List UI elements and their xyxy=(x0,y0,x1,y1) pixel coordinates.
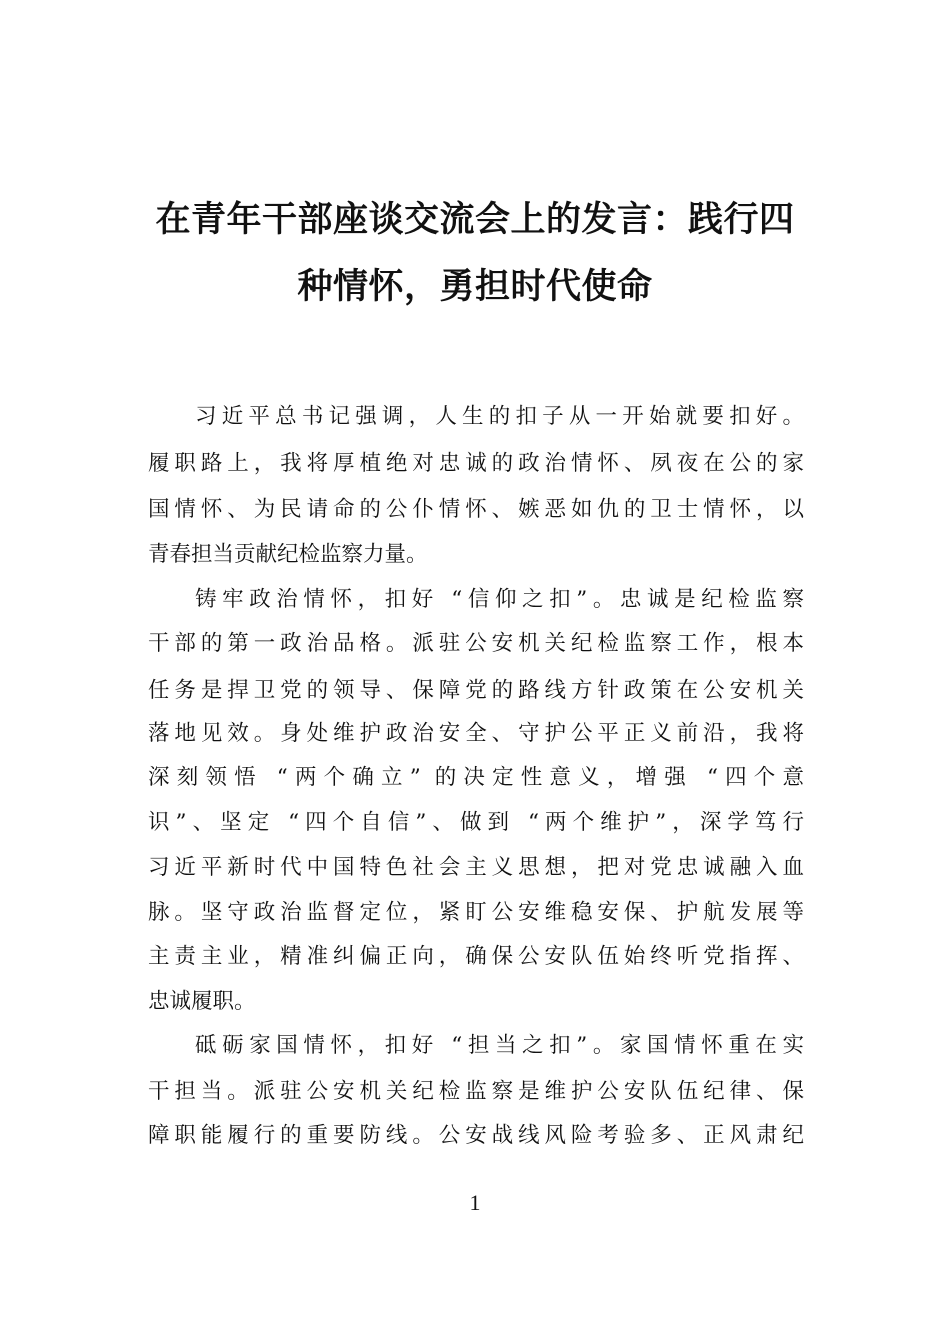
body-text-line: 习近平新时代中国特色社会主义思想，把对党忠诚融入血 xyxy=(148,855,804,880)
body-text-line: 障职能履行的重要防线。公安战线风险考验多、正风肃纪 xyxy=(148,1123,804,1148)
body-text-line: 深刻领悟 “两个确立” 的决定性意义，增强 “四个意 xyxy=(148,765,804,790)
body-text-line: 国情怀、为民请命的公仆情怀、嫉恶如仇的卫士情怀，以 xyxy=(148,497,804,522)
document-title-line-1: 在青年干部座谈交流会上的发言：践行四 xyxy=(155,200,795,240)
body-text-line: 任务是捍卫党的领导、保障党的路线方针政策在公安机关 xyxy=(148,678,804,703)
body-text-line: 履职路上，我将厚植绝对忠诚的政治情怀、夙夜在公的家 xyxy=(148,451,804,476)
body-text-line: 铸牢政治情怀，扣好 “信仰之扣”。忠诚是纪检监察 xyxy=(195,587,804,612)
body-text-line: 忠诚履职。 xyxy=(148,989,256,1014)
body-text-line: 习近平总书记强调，人生的扣子从一开始就要扣好。 xyxy=(195,404,804,429)
document-title-line-2: 种情怀，勇担时代使命 xyxy=(297,267,653,307)
body-text-line: 青春担当贡献纪检监察力量。 xyxy=(148,542,428,567)
body-text-line: 脉。坚守政治监督定位，紧盯公安维稳安保、护航发展等 xyxy=(148,900,804,925)
page-number: 1 xyxy=(469,1190,481,1215)
body-text-line: 干担当。派驻公安机关纪检监察是维护公安队伍纪律、保 xyxy=(148,1079,804,1104)
body-text-line: 主责主业，精准纠偏正向，确保公安队伍始终听党指挥、 xyxy=(148,944,804,969)
body-text-line: 识”、坚定 “四个自信”、做到 “两个维护”，深学笃行 xyxy=(148,810,804,835)
body-text-line: 干部的第一政治品格。派驻公安机关纪检监察工作，根本 xyxy=(148,631,804,656)
body-text-line: 砥砺家国情怀，扣好 “担当之扣”。家国情怀重在实 xyxy=(195,1033,804,1058)
body-text-line: 落地见效。身处维护政治安全、守护公平正义前沿，我将 xyxy=(148,721,804,746)
